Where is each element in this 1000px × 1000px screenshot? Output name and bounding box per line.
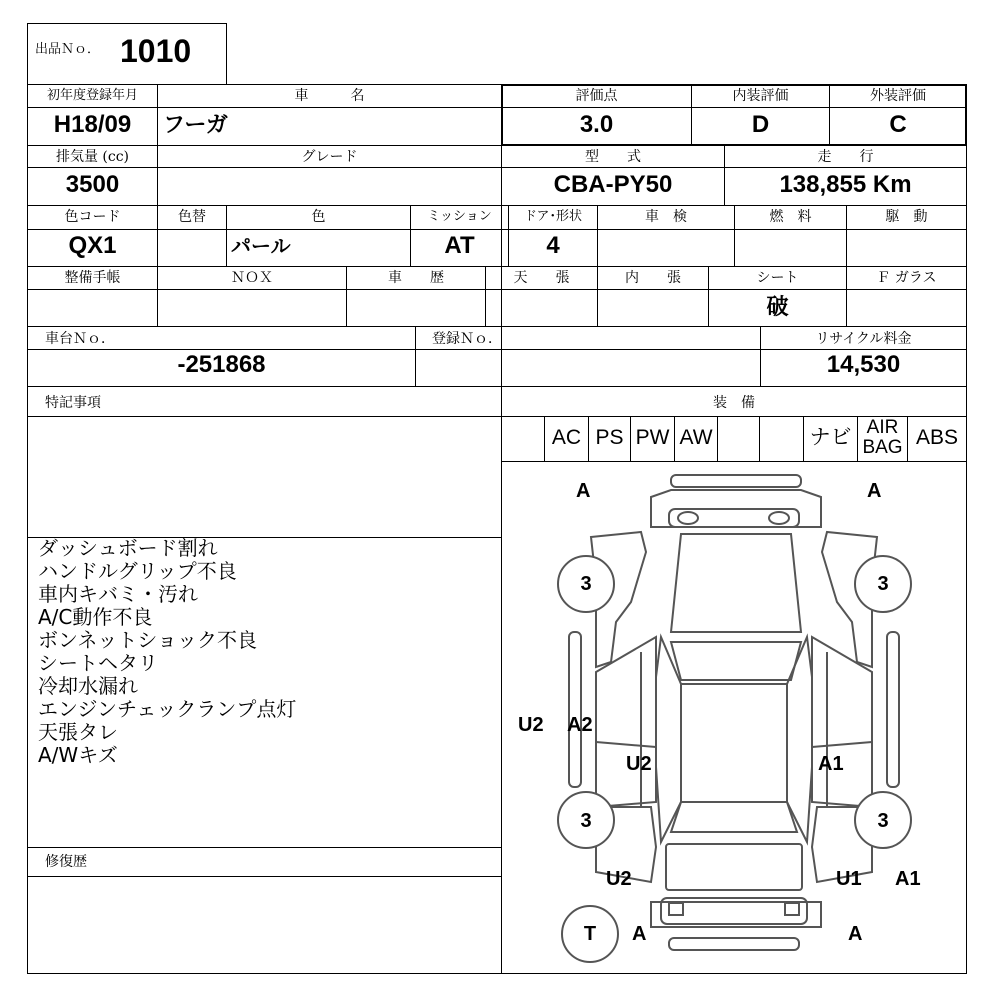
note-item: 車内キバミ・汚れ: [38, 582, 198, 606]
interior-label: 内装評価: [732, 88, 789, 104]
recycle-label: リサイクル料金: [815, 331, 912, 347]
drive-label: 駆 動: [885, 209, 928, 225]
mileage-value: 138,855 Km: [779, 171, 912, 198]
note-item: 冷却水漏れ: [38, 674, 138, 698]
exterior-label: 外装評価: [870, 88, 926, 104]
mark-rl-tire: 3: [580, 810, 592, 832]
mark-rear-right-quarter: U1: [836, 868, 862, 890]
mark-rr-tire: 3: [877, 810, 889, 832]
mark-rear-right-outer: A1: [895, 868, 921, 890]
displacement-label: 排気量 (cc): [55, 149, 130, 165]
transmission-label: ミッション: [427, 209, 492, 224]
note-item: 天張タレ: [38, 720, 118, 744]
doors-value: 4: [546, 232, 560, 259]
color-value: パール: [231, 236, 291, 258]
note-item: ダッシュボード割れ: [38, 536, 218, 560]
fuel-label: 燃 料: [769, 209, 812, 225]
note-item: A/C動作不良: [38, 605, 153, 629]
mark-front-right: A: [867, 480, 882, 502]
mileage-label: 走 行: [817, 149, 874, 165]
lot-number: 1010: [120, 33, 192, 69]
first-reg-value: H18/09: [53, 111, 132, 138]
note-item: シートヘタリ: [38, 651, 158, 675]
mark-rear-left: A: [632, 923, 647, 945]
equipment-ac: AC: [551, 426, 582, 449]
glass-label: Ｆ ガラス: [876, 270, 937, 286]
mark-left-outer: U2: [518, 714, 544, 736]
exterior-value: C: [889, 111, 907, 138]
grade-label: グレード: [301, 149, 358, 165]
note-item: A/Wキズ: [38, 743, 118, 767]
mark-left-side: A2: [567, 714, 593, 736]
inspection-label: 車 検: [645, 209, 687, 225]
sunroof-label: 天 張: [513, 270, 570, 286]
note-item: ハンドルグリップ不良: [38, 559, 237, 583]
equipment-label: 装 備: [713, 395, 755, 411]
note-item: エンジンチェックランプ点灯: [38, 697, 297, 721]
registration-label: 登録Ｎｏ．: [432, 331, 502, 347]
notes-list: [38, 537, 296, 767]
interior-value: D: [751, 111, 770, 138]
seat-value: 破: [766, 294, 789, 319]
model-label: 型 式: [585, 149, 641, 165]
mark-right-door: A1: [818, 753, 844, 775]
equipment-aw: AW: [679, 426, 713, 449]
nox-label: ＮＯＸ: [231, 270, 273, 286]
displacement-value: 3500: [65, 171, 120, 198]
color-change-label: 色替: [178, 209, 206, 225]
equipment-ps: PS: [595, 426, 624, 449]
lot-label: 出品Ｎｏ．: [35, 42, 101, 57]
equipment-airbag: AIR BAG: [862, 417, 903, 458]
transmission-value: AT: [444, 232, 475, 259]
color-label: 色: [311, 209, 326, 225]
color-code-label: 色コード: [64, 209, 121, 225]
mark-rear-left-quarter: U2: [606, 868, 632, 890]
score-value: 3.0: [579, 111, 614, 138]
repair-label: 修復歴: [45, 854, 87, 870]
mark-fl-tire: 3: [580, 573, 592, 595]
car-name-value: フーガ: [163, 112, 228, 137]
mark-fr-tire: 3: [877, 573, 889, 595]
seat-label: シート: [756, 270, 799, 286]
history-label: 車 歴: [388, 270, 444, 286]
equipment-abs: ABS: [915, 426, 959, 449]
color-code-value: QX1: [68, 232, 117, 259]
doors-label: ドア･形状: [523, 209, 583, 224]
maintenance-label: 整備手帳: [64, 270, 121, 286]
mark-rear-right: A: [848, 923, 863, 945]
recycle-value: 14,530: [826, 351, 901, 378]
equipment-pw: PW: [635, 426, 670, 449]
chassis-value: -251868: [177, 351, 266, 378]
car-name-label: 車 名: [294, 88, 365, 104]
first-reg-label: 初年度登録年月: [46, 88, 138, 103]
mark-front-left: A: [576, 480, 591, 502]
int-trim-label: 内 張: [625, 270, 681, 286]
model-value: CBA-PY50: [553, 171, 673, 198]
equipment-navi: ナビ: [809, 426, 852, 449]
note-item: ボンネットショック不良: [38, 628, 257, 652]
notes-label: 特記事項: [45, 395, 101, 411]
mark-spare: T: [583, 923, 597, 945]
score-label: 評価点: [575, 88, 618, 104]
mark-left-door: U2: [626, 753, 652, 775]
chassis-label: 車台Ｎｏ．: [45, 331, 115, 347]
